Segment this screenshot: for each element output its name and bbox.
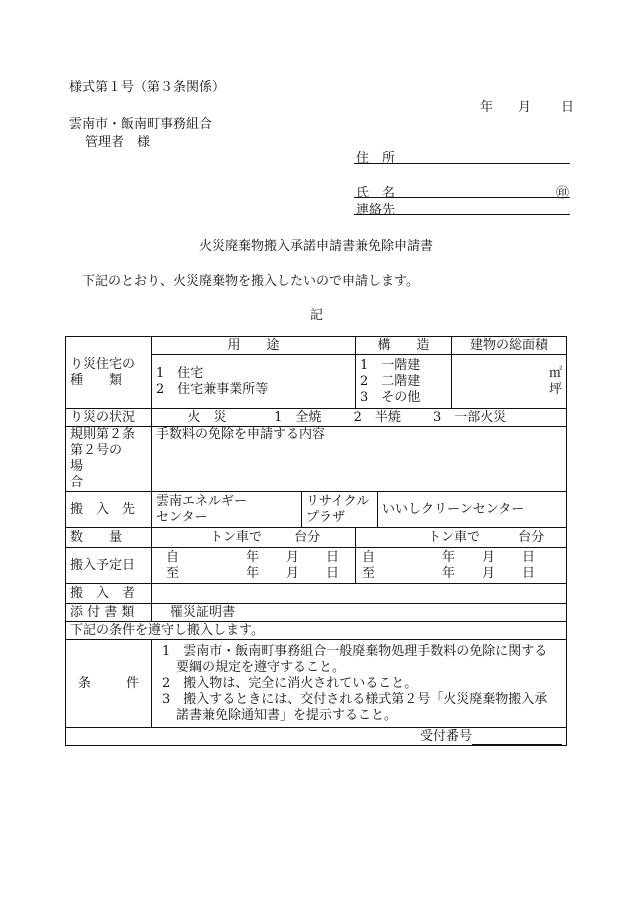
ki-label: 記 [310, 308, 324, 323]
schedule-dates-2[interactable]: 自 年 月 日 至 年 月 日 [356, 548, 567, 584]
structure-header: 構 造 [356, 337, 452, 355]
addressee-org: 雲南市・飯南町事務組合 [69, 117, 213, 132]
structure-options[interactable]: 1 一階建 2 二階建 3 その他 [356, 355, 452, 409]
schedule-label: 搬入予定日 [66, 548, 152, 584]
destination-label: 搬 入 先 [66, 492, 152, 528]
date-year-label: 年 [480, 100, 494, 115]
application-table [65, 336, 567, 746]
conditions-intro: 下記の条件を遵守し搬入します。 [66, 622, 567, 640]
schedule-dates-1[interactable]: 自 年 月 日 至 年 月 日 [152, 548, 356, 584]
destination-option-2[interactable]: リサイクル プラザ [302, 492, 378, 528]
name-label: 氏 名 [356, 186, 396, 201]
area-input[interactable]: ㎡ 坪 [452, 355, 567, 409]
address-line[interactable] [354, 163, 570, 164]
destination-option-1[interactable]: 雲南エネルギー センター [152, 492, 302, 528]
address-label: 住 所 [356, 151, 396, 166]
form-number: 様式第１号（第３条関係） [69, 80, 226, 95]
quantity-2[interactable]: トン車で 台分 [356, 528, 567, 548]
rule-label: 規則第２条 第２号の 場 合 [66, 427, 152, 492]
addressee-title: 管理者 様 [85, 135, 151, 150]
carrier-label: 搬 入 者 [66, 584, 152, 604]
documents-label: 添 付 書 類 [66, 604, 152, 622]
rule-content[interactable]: 手数料の免除を申請する内容 [152, 427, 567, 492]
seal-mark: ㊞ [556, 186, 570, 201]
receipt-number-line[interactable] [472, 732, 562, 745]
use-header: 用 途 [152, 337, 356, 355]
documents-value: 罹災証明書 [152, 604, 567, 622]
conditions-content: 1 雲南市・飯南町事務組合一般廃棄物処理手数料の免除に関する 要綱の規定を遵守すること。 2 搬入物は、完全に消火されていること。 3 搬入するときには、交付される様式第２号「火災廃棄物搬入承 諾書兼免除通知書」を提示すること。 [152, 640, 567, 728]
quantity-label: 数 量 [66, 528, 152, 548]
name-line[interactable] [354, 197, 570, 198]
damage-options[interactable]: 火 災 1 全焼 2 半焼 3 一部火災 [152, 409, 567, 427]
quantity-1[interactable]: トン車で 台分 [152, 528, 356, 548]
use-options[interactable]: 1 住宅 2 住宅兼事業所等 [152, 355, 356, 409]
document-title: 火災廃棄物搬入承諾申請書兼免除申請書 [199, 239, 434, 254]
intro-text: 下記のとおり、火災廃棄物を搬入したいので申請します。 [82, 274, 419, 289]
date-month-label: 月 [518, 100, 532, 115]
conditions-label: 条 件 [66, 640, 152, 728]
date-day-label: 日 [561, 100, 575, 115]
carrier-input[interactable] [152, 584, 567, 604]
area-header: 建物の総面積 [452, 337, 567, 355]
contact-line[interactable] [354, 214, 570, 215]
destination-option-3[interactable]: いいしクリーンセンター [378, 492, 567, 528]
contact-label: 連絡先 [356, 203, 396, 218]
residence-type-label: り災住宅の 種 類 [66, 337, 152, 409]
damage-label: り災の状況 [66, 409, 152, 427]
receipt-number: 受付番号 [66, 728, 567, 746]
